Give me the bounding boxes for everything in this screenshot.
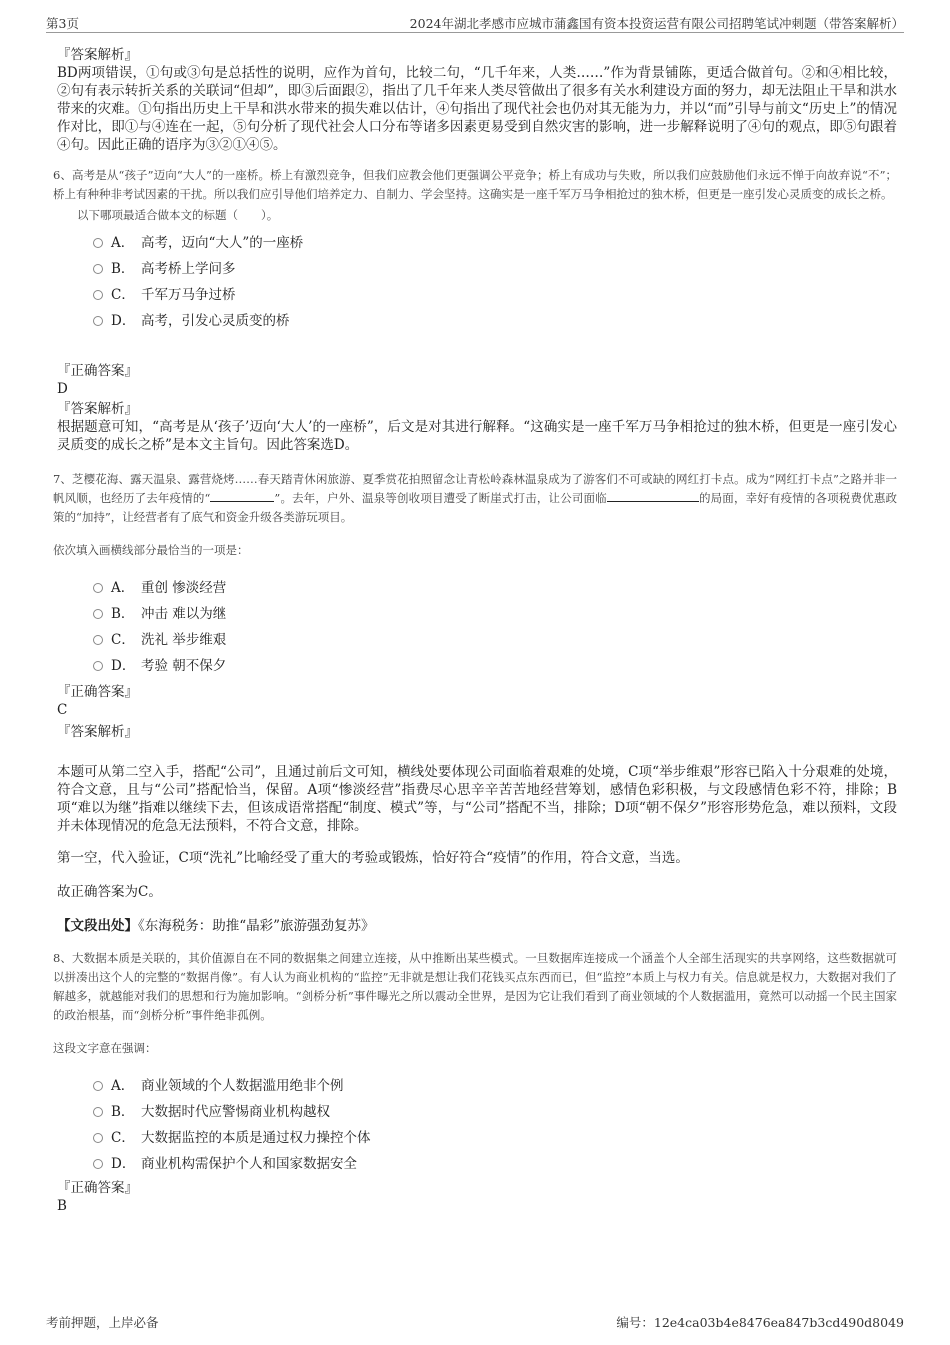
- radio-icon[interactable]: [93, 1133, 103, 1143]
- q7-analysis-label: 『答案解析』: [57, 724, 138, 740]
- radio-icon[interactable]: [93, 635, 103, 645]
- page-number: 第3页: [46, 16, 79, 31]
- radio-icon[interactable]: [93, 1081, 103, 1091]
- document-title: 2024年湖北孝感市应城市蒲鑫国有资本投资运营有限公司招聘笔试冲刺题（带答案解析）: [409, 16, 904, 31]
- q6-answer: D: [57, 381, 68, 397]
- radio-icon[interactable]: [93, 264, 103, 274]
- q7-analysis-1: 本题可从第二空入手，搭配“公司”，且通过前后文可知，横线处要体现公司面临着艰难的处境，C项“举步维艰”形容已陷入十分艰难的处境，符合文意，且与“公司”搭配恰当，保留。A项“惨淡经营”指费尽心思辛辛苦苦地经营筹划，感情色彩积极，与文段感情色彩不符，排除；B项“难以为继”指难以继续下去，但该成语常搭配“制度、模式”等，与“公司”搭配不当，排除；D项“朝不保夕”形容形势危急，难以预料，文段并未体现情况的危急无法预料，不符合文意，排除。: [57, 764, 897, 834]
- q7-source: 【文段出处】《东海税务：助推“晶彩”旅游强劲复苏》: [57, 918, 375, 934]
- q8-option-d[interactable]: D． 商业机构需保护个人和国家数据安全: [93, 1151, 897, 1177]
- q7-analysis-3: 故正确答案为C。: [57, 884, 162, 900]
- q7-option-a[interactable]: A． 重创 惨淡经营: [93, 575, 897, 601]
- q6-option-b[interactable]: B． 高考桥上学问多: [93, 256, 897, 282]
- q6-analysis-label: 『答案解析』: [57, 401, 138, 417]
- q7-option-d[interactable]: D． 考验 朝不保夕: [93, 653, 897, 679]
- radio-icon[interactable]: [93, 238, 103, 248]
- q6-option-c[interactable]: C． 千军万马争过桥: [93, 282, 897, 308]
- radio-icon[interactable]: [93, 661, 103, 671]
- q6-option-a[interactable]: A． 高考，迈向“大人”的一座桥: [93, 230, 897, 256]
- question-8: [53, 949, 897, 1177]
- q6-correct-label: 『正确答案』: [57, 363, 138, 379]
- q8-answer: B: [57, 1198, 67, 1214]
- q7-option-c[interactable]: C． 洗礼 举步维艰: [93, 627, 897, 653]
- q8-option-c[interactable]: C． 大数据监控的本质是通过权力操控个体: [93, 1125, 897, 1151]
- radio-icon[interactable]: [93, 316, 103, 326]
- page-content: [53, 46, 897, 1215]
- q8-option-a[interactable]: A． 商业领域的个人数据滥用绝非个例: [93, 1073, 897, 1099]
- q7-stem: 7、芝樱花海、露天温泉、露营烧烤……春天踏青休闲旅游、夏季赏花拍照留念让青松岭森林温泉成为了游客们不可或缺的网红打卡点。成为“网红打卡点”之路并非一帆风顺，也经历了去年疫情的“ ”。去年，户外、温泉等创收项目遭受了断崖式打击，让公司面临 的局面，幸好有疫情的各项税费优惠政策的“加持”，让经营者有了底气和资金升级各类游玩项目。: [53, 472, 897, 524]
- radio-icon[interactable]: [93, 1107, 103, 1117]
- q7-answer: C: [57, 702, 68, 718]
- q7-correct-label: 『正确答案』: [57, 684, 138, 700]
- q7-analysis-2: 第一空，代入验证，C项“洗礼”比喻经受了重大的考验或锻炼，恰好符合“疫情”的作用，符合文意，当选。: [57, 850, 689, 866]
- q8-stem: 8、大数据本质是关联的，其价值源自在不同的数据集之间建立连接，从中推断出某些模式。一旦数据库连接成一个涵盖个人全部生活现实的共享网络，这些数据就可以拼凑出这个人的完整的“数据肖像”。有人认为商业机构的“监控”无非就是想让我们花钱买点东西而已，但“监控”本质上与权力有关。信息就是权力，大数据对我们了解越多，就越能对我们的思想和行为施加影响。“剑桥分析”事件曝光之所以震动全世界，是因为它让我们看到了商业领域的个人数据滥用，竟然可以动摇一个民主国家的政治根基，而“剑桥分析”事件绝非孤例。: [53, 951, 897, 1022]
- radio-icon[interactable]: [93, 583, 103, 593]
- radio-icon[interactable]: [93, 290, 103, 300]
- q7-option-b[interactable]: B． 冲击 难以为继: [93, 601, 897, 627]
- question-7: [53, 470, 897, 679]
- q8-option-b[interactable]: B． 大数据时代应警惕商业机构越权: [93, 1099, 897, 1125]
- q8-prompt: 这段文字意在强调：: [53, 1041, 157, 1055]
- q5-analysis-label: 『答案解析』: [57, 47, 138, 63]
- page-header: [46, 12, 904, 33]
- q7-prompt: 依次填入画横线部分最恰当的一项是：: [53, 543, 249, 557]
- q7-options: [53, 575, 897, 679]
- blank-2: [607, 489, 699, 502]
- q6-prompt: 以下哪项最适合做本文的标题（ ）。: [77, 208, 279, 222]
- q6-stem: 6、高考是从“孩子”迈向“大人”的一座桥。桥上有激烈竞争，但我们应教会他们更强调公平竞争；桥上有成功与失败，所以我们应鼓励他们永远不惮于向故弃说“不”；桥上有种种非考试因素的干扰。所以我们应引导他们培养定力、自制力、学会坚持。这确实是一座千军万马争相抢过的独木桥，但更是一座引发心灵质变的成长之桥。: [53, 168, 897, 201]
- q6-analysis: 根据题意可知，“高考是从‘孩子’迈向‘大人’的一座桥”，后文是对其进行解释。“这确实是一座千军万马争相抢过的独木桥，但更是一座引发心灵质变的成长之桥”是本文主旨句。因此答案选D。: [57, 419, 897, 453]
- q8-options: [53, 1073, 897, 1177]
- radio-icon[interactable]: [93, 1159, 103, 1169]
- document-id: 编号：12e4ca03b4e8476ea847b3cd490d8049: [616, 1315, 904, 1330]
- q6-option-d[interactable]: D． 高考，引发心灵质变的桥: [93, 308, 897, 334]
- radio-icon[interactable]: [93, 609, 103, 619]
- footer-slogan: 考前押题，上岸必备: [46, 1315, 159, 1330]
- question-6: [53, 166, 897, 334]
- q6-options: [53, 230, 897, 334]
- blank-1: [210, 489, 274, 502]
- q5-analysis: BD两项错误，①句或③句是总括性的说明，应作为首句，比较二句，“几千年来，人类……”作为背景铺陈，更适合做首句。②和④相比较，②句有表示转折关系的关联词“但却”，即③后面跟②，指出了几千年来人类尽管做出了很多有关水利建设方面的努力，却无法阻止干旱和洪水带来的灾难。①句指出历史上干旱和洪水带来的损失难以估计，④句指出了现代社会也仍对其无能为力，并以“而”引导与前文“历史上”的情况作对比，即①与④连在一起，⑤句分析了现代社会人口分布等诸多因素更易受到自然灾害的影响，进一步解释说明了④句的观点，即⑤句跟着④句。因此正确的语序为③②①④⑤。: [57, 65, 897, 153]
- q8-correct-label: 『正确答案』: [57, 1180, 138, 1196]
